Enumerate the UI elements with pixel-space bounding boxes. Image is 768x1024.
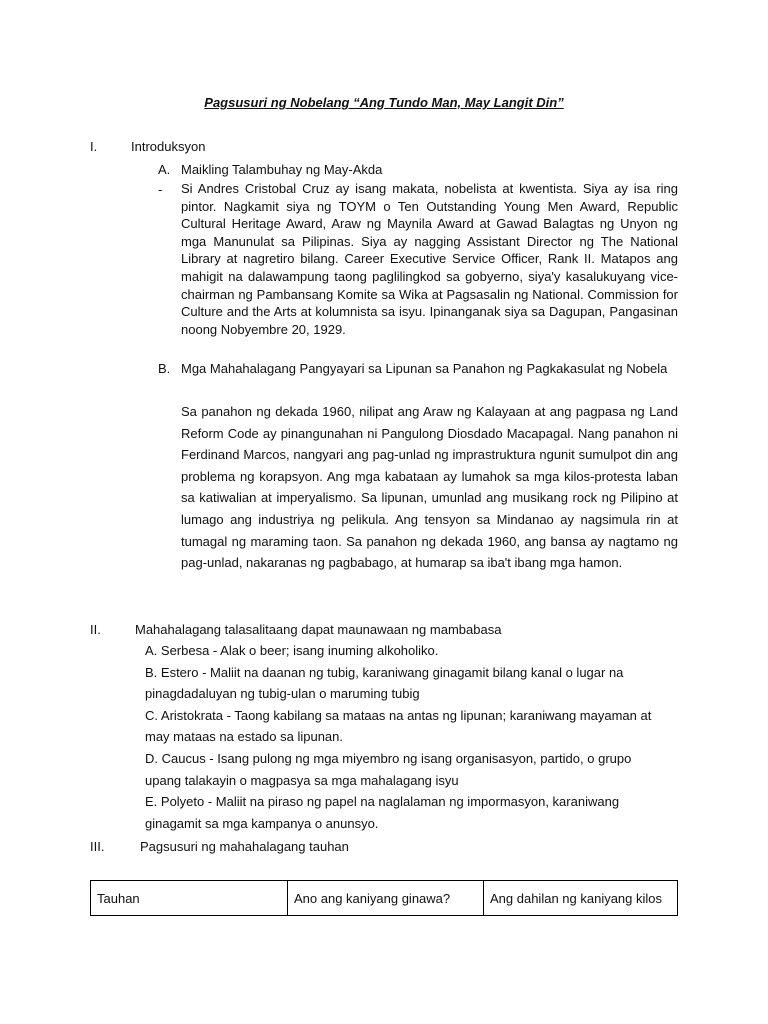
document-title: Pagsusuri ng Nobelang “Ang Tundo Man, May Langit Din” <box>204 95 564 110</box>
table-header-cell: Ano ang kaniyang ginawa? <box>288 881 484 916</box>
section-3-heading: Pagsusuri ng mahahalagang tauhan <box>140 839 349 854</box>
character-analysis-table <box>90 880 678 916</box>
vocabulary-term: D. Caucus - Isang pulong ng mga miyembro ng isang organisasyon, partido, o grupo upang talakayin o magpasya sa mga mahalagang isyu <box>145 750 632 788</box>
table-header-row <box>91 881 678 916</box>
section-1-heading: Introduksyon <box>131 139 206 154</box>
vocabulary-term: C. Aristokrata - Taong kabilang sa mataas na antas ng lipunan; karaniwang mayaman at may mataas na estado sa lipunan. <box>145 707 652 745</box>
table-header-cell: Tauhan <box>91 881 288 916</box>
vocabulary-list <box>145 640 665 834</box>
subsection-a-label: Maikling Talambuhay ng May-Akda <box>181 162 383 177</box>
section-2-numeral: II. <box>90 622 101 637</box>
historical-context: Sa panahon ng dekada 1960, nilipat ang Araw ng Kalayaan at ang pagpasa ng Land Reform Code ay pinangunahan ni Pangulong Diosdado Macapagal. Nang panahon ni Ferdinand Marcos, nangyari ang pag-unlad ng imprastruktura ngunit sumulpot din ang problema ng korapsyon. Ang mga kabataan ay lumahok sa mga kilos-protesta laban sa katiwalian at imperyalismo. Sa lipunan, umunlad ang musikang rock ng Pilipino at lumago ang industriya ng pelikula. Ang tensyon sa Mindanao ay nagsimula rin at tumagal ng maraming taon. Sa panahon ng dekada 1960, ang bansa ay nagtamo ng pag-unlad, nakaranas ng pagbabago, at humarap sa iba't ibang mga hamon. <box>181 404 678 571</box>
vocabulary-term: B. Estero - Maliit na daanan ng tubig, karaniwang ginagamit bilang kanal o lugar na pinagdadaluyan ng tubig-ulan o maruming tubig <box>145 664 624 702</box>
vocabulary-term: E. Polyeto - Maliit na piraso ng papel na naglalaman ng impormasyon, karaniwang ginagamit sa mga kampanya o anunsyo. <box>145 794 620 831</box>
subsection-b-mark: B. <box>158 361 171 376</box>
bullet-dash: - <box>158 182 163 197</box>
section-1-numeral: I. <box>90 139 98 154</box>
section-3-numeral: III. <box>90 839 105 854</box>
subsection-b-label: Mga Mahahalagang Pangyayari sa Lipunan sa Panahon ng Pagkakasulat ng Nobela <box>181 361 668 376</box>
subsection-a-mark: A. <box>158 162 171 177</box>
section-2-heading: Mahahalagang talasalitaang dapat maunawaan ng mambabasa <box>135 622 502 637</box>
table-header-cell: Ang dahilan ng kaniyang kilos <box>484 881 678 916</box>
vocabulary-term: A. Serbesa - Alak o beer; isang inuming alkoholiko. <box>145 643 439 658</box>
author-biography: Si Andres Cristobal Cruz ay isang makata, nobelista at kwentista. Siya ay isa ring pintor. Nagkamit siya ng TOYM o Ten Outstanding Young Men Award, Republic Cultural Heritage Award, Araw ng Maynila Award at Gawad Balagtas ng Unyon ng mga Manunulat sa Pilipinas. Siya ay nagging Assistant Director ng The National Library at nagretiro bilang. Career Executive Service Officer, Rank II. Matapos ang mahigit na dalawampung taong paglilingkod sa gobyerno, siya'y kasalukuyang vice-chairman ng Pambansang Komite sa Wika at Pagsasalin ng National. Commission for Culture and the Arts at kolumnista sa isyu. Ipinanganak siya sa Dagupan, Pangasinan noong Nobyembre 20, 1929. <box>181 181 678 337</box>
